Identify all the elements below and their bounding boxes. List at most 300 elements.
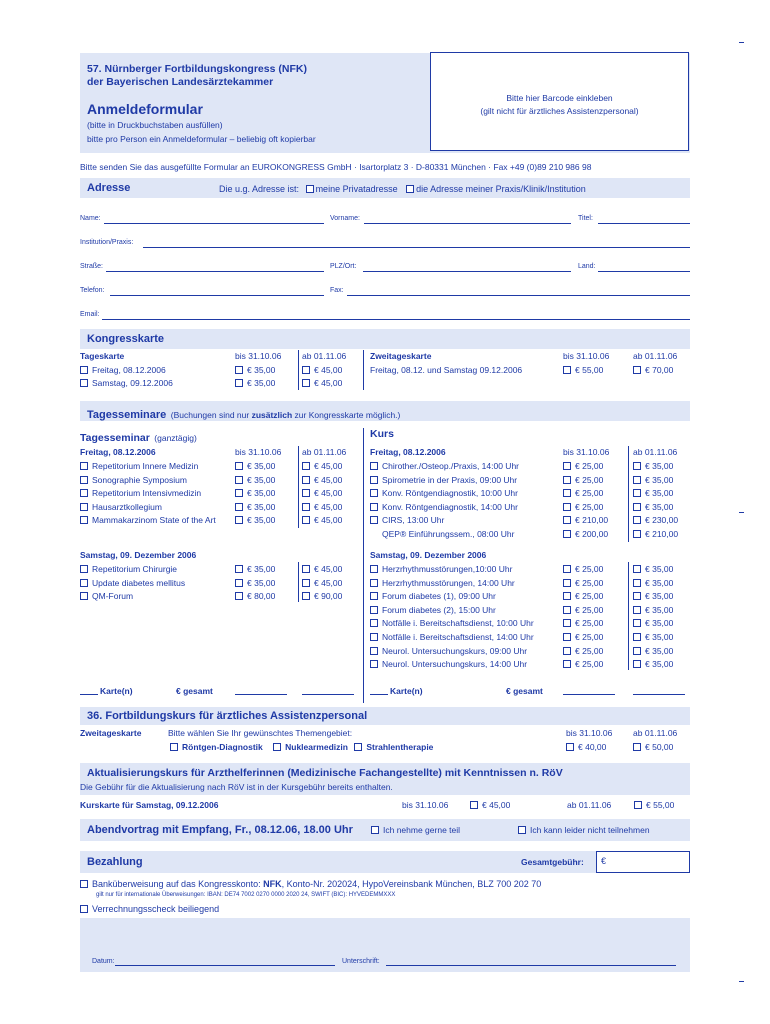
list-item (370, 578, 515, 588)
gesamtgebuehr-label: Gesamtgebühr: (521, 857, 584, 867)
zweitageskarte-bis-header: bis 31.10.06 (563, 351, 610, 361)
margin-tick (739, 512, 744, 513)
price-value: € 45,00 (314, 564, 343, 574)
kurs-gesamt-late-field[interactable] (633, 694, 685, 695)
kurs-gesamt-label: € gesamt (506, 686, 543, 696)
barcode-note: (gilt nicht für ärztliches Assistenzpersonal) (480, 106, 639, 116)
price-value: € 25,00 (575, 604, 604, 615)
kongresskarte-title: Kongresskarte (87, 333, 165, 345)
price-value: € 35,00 (645, 591, 674, 602)
item-label: Herzrhythmusstörungen,10:00 Uhr (382, 564, 513, 574)
list-item (80, 515, 216, 525)
aktual-early (470, 800, 510, 810)
name-field[interactable] (104, 223, 324, 224)
list-item (370, 646, 527, 656)
item-price (302, 515, 342, 525)
tageskarte-ab-header: ab 01.11.06 (302, 351, 347, 361)
item-checkbox[interactable] (370, 592, 378, 600)
price-checkbox[interactable] (302, 503, 310, 511)
price-checkbox[interactable] (633, 503, 641, 511)
item-price (235, 502, 275, 512)
congress-title: 57. Nürnberger Fortbildungskongress (NFK) (87, 63, 307, 75)
item-checkbox[interactable] (370, 489, 378, 497)
price-value: € 45,00 (314, 488, 343, 499)
price-value: € 40,00 (578, 742, 607, 752)
zweitageskarte-heading: Zweitageskarte (370, 351, 432, 361)
price-checkbox[interactable] (302, 592, 310, 600)
item-checkbox[interactable] (370, 462, 378, 470)
item-checkbox[interactable] (80, 516, 88, 524)
plz-label: PLZ/Ort: (330, 263, 357, 270)
price-value: € 55,00 (646, 800, 675, 810)
list-item (80, 502, 162, 512)
bank-transfer-option (80, 879, 541, 889)
price-checkbox[interactable] (302, 489, 310, 497)
price-checkbox[interactable] (235, 516, 243, 524)
aktual-title: Aktualisierungskurs für Arzthelferinnen (Medizinische Fachangestellte) mit Kenntnissen n. RöV (87, 767, 563, 779)
practice-address-label: die Adresse meiner Praxis/Klinik/Institution (416, 184, 586, 194)
price-value: € 35,00 (645, 645, 674, 656)
send-to-instruction: Bitte senden Sie das ausgefüllte Formular an EUROKONGRESS GmbH · Isartorplatz 3 · D-80331 München · Fax +49 (0)89 210 986 98 (80, 162, 592, 172)
price-checkbox[interactable] (633, 489, 641, 497)
price-value: € 25,00 (575, 618, 604, 629)
item-price (563, 632, 603, 642)
list-item (80, 475, 187, 485)
price-checkbox[interactable] (235, 565, 243, 573)
assist-late (633, 742, 673, 752)
item-label: QEP® Einführungssem., 08:00 Uhr (382, 529, 515, 539)
list-item (370, 659, 527, 669)
price-value: € 25,00 (575, 659, 604, 670)
kurs-column-divider (628, 446, 629, 542)
item-label: CIRS, 13:00 Uhr (382, 515, 445, 526)
price-value: € 55,00 (575, 365, 604, 375)
price-checkbox[interactable] (563, 516, 571, 524)
gesamtgebuehr-field[interactable] (596, 851, 690, 873)
item-price (235, 461, 275, 471)
item-checkbox[interactable] (80, 592, 88, 600)
price-value: € 25,00 (575, 591, 604, 602)
item-checkbox[interactable] (80, 579, 88, 587)
form-note-2: bitte pro Person ein Anmeldeformular – beliebig oft kopierbar (87, 134, 316, 144)
datum-label: Datum: (92, 958, 115, 965)
item-price (633, 618, 673, 628)
price-value: € 35,00 (645, 488, 674, 499)
abend-yes (371, 825, 460, 835)
assist-early (566, 742, 606, 752)
private-address-checkbox[interactable] (306, 185, 314, 193)
item-price (235, 475, 275, 485)
item-price (563, 515, 608, 525)
price-value: € 25,00 (575, 564, 604, 574)
price-checkbox[interactable] (563, 579, 571, 587)
seminar-title: Tagesseminar (80, 432, 150, 444)
item-checkbox[interactable] (370, 516, 378, 524)
item-label: QM-Forum (92, 591, 134, 602)
list-item (370, 502, 518, 512)
price-value: € 90,00 (314, 591, 343, 602)
kurs-sat-heading: Samstag, 09. Dezember 2006 (370, 550, 487, 560)
price-checkbox[interactable] (633, 462, 641, 470)
price-value: € 35,00 (645, 618, 674, 629)
strahlen-checkbox[interactable] (354, 743, 362, 751)
tageskarte-sat-row (80, 378, 173, 388)
nuklear-checkbox[interactable] (273, 743, 281, 751)
item-checkbox[interactable] (370, 579, 378, 587)
price-value: € 35,00 (645, 501, 674, 512)
item-price (302, 564, 342, 574)
price-checkbox[interactable] (235, 476, 243, 484)
section-divider (363, 428, 364, 703)
list-item (80, 591, 133, 601)
list-item (370, 488, 518, 498)
price-checkbox[interactable] (563, 366, 571, 374)
tageskarte-bis-header: bis 31.10.06 (235, 351, 282, 361)
item-price (302, 591, 342, 601)
price-value: € 80,00 (247, 591, 276, 602)
iban-note: gilt nur für internationale Überweisungen: IBAN: DE74 7002 0270 0000 2020 24, SWIFT (BIC): HYVEDEMMXXX (96, 892, 396, 898)
fax-label: Fax: (330, 287, 344, 294)
seminar-ab-header: ab 01.11.06 (302, 447, 347, 457)
item-price (633, 564, 673, 574)
item-label: Konv. Röntgendiagnostik, 10:00 Uhr (382, 488, 518, 499)
item-price (563, 659, 603, 669)
price-checkbox[interactable] (563, 476, 571, 484)
item-price (235, 564, 275, 574)
price-checkbox[interactable] (566, 743, 574, 751)
price-checkbox[interactable] (235, 579, 243, 587)
price-value: € 45,00 (314, 577, 343, 588)
list-item (80, 578, 185, 588)
price-checkbox[interactable] (633, 530, 641, 538)
price-checkbox[interactable] (633, 579, 641, 587)
price-checkbox[interactable] (302, 476, 310, 484)
assist-zweitageskarte: Zweitageskarte (80, 728, 142, 738)
list-item (370, 618, 534, 628)
item-price (633, 488, 673, 498)
price-value: € 45,00 (314, 501, 343, 512)
item-checkbox[interactable] (80, 565, 88, 573)
list-item (370, 515, 444, 525)
tageskarte-sat-late (302, 378, 342, 388)
assist-prompt: Bitte wählen Sie Ihr gewünschtes Themengebiet: (168, 728, 353, 738)
tageskarte-fri-checkbox[interactable] (80, 366, 88, 374)
item-price (563, 646, 603, 656)
price-checkbox[interactable] (302, 366, 310, 374)
item-label: Forum diabetes (1), 09:00 Uhr (382, 591, 496, 602)
price-value: € 45,00 (314, 365, 343, 375)
practice-address-checkbox[interactable] (406, 185, 414, 193)
price-checkbox[interactable] (302, 462, 310, 470)
item-price (633, 502, 673, 512)
item-checkbox[interactable] (80, 489, 88, 497)
item-price (302, 488, 342, 498)
aktual-bis: bis 31.10.06 (402, 800, 449, 810)
price-checkbox[interactable] (634, 801, 642, 809)
tageskarte-fri-early (235, 365, 275, 375)
price-value: € 35,00 (645, 659, 674, 670)
kurs-karten-label: Karte(n) (390, 686, 423, 696)
item-price (633, 605, 673, 615)
kurs-fri-heading: Freitag, 08.12.2006 (370, 447, 446, 457)
land-label: Land: (578, 263, 596, 270)
name-label: Name: (80, 215, 101, 222)
item-price (633, 591, 673, 601)
barcode-label: Bitte hier Barcode einkleben (506, 93, 613, 103)
item-checkbox[interactable] (370, 619, 378, 627)
price-checkbox[interactable] (633, 366, 641, 374)
land-field[interactable] (598, 271, 690, 272)
aktual-late (634, 800, 674, 810)
item-price (302, 475, 342, 485)
kurs-column-divider (628, 562, 629, 670)
item-price (235, 591, 275, 601)
strahlen-label: Strahlentherapie (366, 742, 434, 752)
nuklear-label: Nuklearmedizin (285, 742, 348, 752)
strasse-field[interactable] (106, 271, 324, 272)
item-price (633, 515, 678, 525)
list-item (370, 461, 519, 471)
titel-field[interactable] (598, 223, 690, 224)
price-value: € 45,00 (314, 474, 343, 485)
kongresskarte-band (80, 329, 690, 349)
price-value: € 25,00 (575, 501, 604, 512)
telefon-label: Telefon: (80, 287, 105, 294)
item-checkbox[interactable] (370, 503, 378, 511)
item-checkbox[interactable] (370, 606, 378, 614)
price-checkbox[interactable] (563, 592, 571, 600)
price-checkbox[interactable] (235, 366, 243, 374)
email-label: Email: (80, 311, 100, 318)
item-label: Forum diabetes (2), 15:00 Uhr (382, 604, 496, 615)
abend-no (518, 825, 650, 835)
price-value: € 210,00 (575, 515, 609, 526)
seminar-subtitle: (ganztägig) (154, 433, 197, 443)
zweitageskarte-label: Freitag, 08.12. und Samstag 09.12.2006 (370, 365, 523, 375)
unterschrift-label: Unterschrift: (342, 958, 380, 965)
item-price (633, 646, 673, 656)
email-field[interactable] (102, 319, 690, 320)
price-value: € 35,00 (247, 515, 276, 526)
vorname-field[interactable] (364, 223, 571, 224)
price-checkbox[interactable] (235, 592, 243, 600)
seminar-karten-field[interactable] (80, 694, 98, 695)
tagesseminare-note-bold: zusätzlich (251, 410, 293, 420)
barcode-box (430, 52, 689, 151)
tageskarte-heading: Tageskarte (80, 351, 125, 361)
list-item (370, 605, 496, 615)
price-checkbox[interactable] (633, 565, 641, 573)
price-checkbox[interactable] (235, 379, 243, 387)
fax-field[interactable] (347, 295, 690, 296)
roentgen-label: Röntgen-Diagnostik (182, 742, 263, 752)
aktual-subtitle: Die Gebühr für die Aktualisierung nach RöV ist in der Kursgebühr bereits enthalten. (80, 782, 393, 792)
price-value: € 25,00 (575, 645, 604, 656)
price-checkbox[interactable] (235, 462, 243, 470)
list-item (80, 461, 198, 471)
price-checkbox[interactable] (633, 647, 641, 655)
telefon-field[interactable] (110, 295, 324, 296)
price-value: € 35,00 (645, 461, 674, 471)
tageskarte-sat-checkbox[interactable] (80, 379, 88, 387)
price-value: € 50,00 (645, 742, 674, 752)
tageskarte-sat-early (235, 378, 275, 388)
plz-field[interactable] (363, 271, 571, 272)
item-price (563, 475, 603, 485)
item-price (563, 564, 603, 574)
price-value: € 25,00 (575, 461, 604, 471)
abend-yes-label: Ich nehme gerne teil (383, 825, 461, 835)
seminar-sat-heading: Samstag, 09. Dezember 2006 (80, 550, 197, 560)
price-checkbox[interactable] (302, 379, 310, 387)
list-item (370, 632, 534, 642)
bank-transfer-checkbox[interactable] (80, 880, 88, 888)
price-checkbox[interactable] (633, 476, 641, 484)
seminar-gesamt-late-field[interactable] (302, 694, 354, 695)
price-value: € 35,00 (247, 488, 276, 499)
price-value: € 35,00 (645, 577, 674, 588)
item-checkbox[interactable] (370, 647, 378, 655)
item-label: Repetitorium Innere Medizin (92, 461, 199, 471)
margin-tick (739, 981, 744, 982)
strasse-label: Straße: (80, 263, 103, 270)
price-value: € 210,00 (645, 529, 679, 539)
price-checkbox[interactable] (633, 743, 641, 751)
signature-band (80, 918, 690, 972)
item-label: Update diabetes mellitus (92, 577, 186, 588)
item-price (563, 461, 603, 471)
item-price (633, 578, 673, 588)
price-checkbox[interactable] (302, 565, 310, 573)
price-checkbox[interactable] (563, 619, 571, 627)
item-checkbox[interactable] (80, 462, 88, 470)
private-address-label: meine Privatadresse (315, 184, 398, 194)
margin-tick (739, 42, 744, 43)
list-item (370, 475, 517, 485)
price-checkbox[interactable] (563, 633, 571, 641)
item-label: Repetitorium Chirurgie (92, 564, 178, 574)
price-checkbox[interactable] (633, 592, 641, 600)
price-checkbox[interactable] (633, 619, 641, 627)
price-checkbox[interactable] (633, 660, 641, 668)
item-checkbox[interactable] (370, 660, 378, 668)
item-price (633, 659, 673, 669)
price-value: € 200,00 (575, 529, 609, 539)
item-price (633, 529, 678, 539)
kurs-ab-header: ab 01.11.06 (633, 447, 678, 457)
scheck-option (80, 904, 219, 914)
scheck-checkbox[interactable] (80, 905, 88, 913)
institution-field[interactable] (143, 247, 690, 248)
unterschrift-field[interactable] (386, 965, 676, 966)
abend-no-label: Ich kann leider nicht teilnehmen (530, 825, 650, 835)
item-label: Notfälle i. Bereitschaftsdienst, 10:00 Uhr (382, 618, 534, 629)
item-checkbox[interactable] (80, 476, 88, 484)
tageskarte-fri-late (302, 365, 342, 375)
kurs-title: Kurs (370, 428, 394, 440)
price-checkbox[interactable] (563, 647, 571, 655)
roentgen-checkbox[interactable] (170, 743, 178, 751)
item-price (633, 475, 673, 485)
item-checkbox[interactable] (370, 476, 378, 484)
abend-no-checkbox[interactable] (518, 826, 526, 834)
price-checkbox[interactable] (563, 462, 571, 470)
zweitageskarte-ab-header: ab 01.11.06 (633, 351, 678, 361)
price-checkbox[interactable] (633, 606, 641, 614)
price-value: € 35,00 (247, 378, 276, 388)
item-price (235, 488, 275, 498)
price-checkbox[interactable] (563, 606, 571, 614)
price-checkbox[interactable] (563, 489, 571, 497)
institution-label: Institution/Praxis: (80, 239, 134, 246)
price-checkbox[interactable] (235, 503, 243, 511)
tageskarte-fri-row (80, 365, 166, 375)
item-label: Neurol. Untersuchungskurs, 14:00 Uhr (382, 659, 528, 670)
form-note-1: (bitte in Druckbuchstaben ausfüllen) (87, 120, 223, 130)
price-value: € 35,00 (247, 577, 276, 588)
price-checkbox[interactable] (563, 565, 571, 573)
item-label: Hausarztkollegium (92, 501, 162, 512)
abend-yes-checkbox[interactable] (371, 826, 379, 834)
list-item (370, 591, 496, 601)
price-value: € 25,00 (575, 488, 604, 499)
zweitageskarte-early (563, 365, 603, 375)
item-checkbox[interactable] (370, 633, 378, 641)
price-checkbox[interactable] (563, 660, 571, 668)
price-value: € 35,00 (247, 564, 276, 574)
price-checkbox[interactable] (633, 633, 641, 641)
price-value: € 35,00 (645, 474, 674, 485)
price-value: € 45,00 (314, 461, 343, 471)
column-divider (298, 350, 299, 390)
euro-sign: € (601, 856, 607, 866)
price-checkbox[interactable] (470, 801, 478, 809)
address-type-label: Die u.g. Adresse ist: (219, 184, 300, 194)
titel-label: Titel: (578, 215, 593, 222)
abend-title: Abendvortrag mit Empfang, Fr., 08.12.06, 18.00 Uhr (87, 824, 353, 836)
item-label: Konv. Röntgendiagnostik, 14:00 Uhr (382, 501, 518, 512)
item-label: Neurol. Untersuchungskurs, 09:00 Uhr (382, 645, 528, 656)
price-checkbox[interactable] (633, 516, 641, 524)
list-item (80, 488, 201, 498)
price-checkbox[interactable] (563, 503, 571, 511)
item-price (563, 591, 603, 601)
item-label: Chirother./Osteop./Praxis, 14:00 Uhr (382, 461, 520, 471)
item-label: Notfälle i. Bereitschaftsdienst, 14:00 Uhr (382, 632, 534, 642)
item-price (563, 605, 603, 615)
price-value: € 35,00 (247, 461, 276, 471)
seminar-gesamt-early-field[interactable] (235, 694, 287, 695)
price-checkbox[interactable] (235, 489, 243, 497)
price-checkbox[interactable] (563, 530, 571, 538)
bank-account-name: NFK (263, 879, 282, 889)
price-value: € 25,00 (575, 632, 604, 642)
item-price (633, 632, 673, 642)
scheck-label: Verrechnungsscheck beiliegend (92, 904, 220, 914)
price-checkbox[interactable] (302, 579, 310, 587)
assist-bis-header: bis 31.10.06 (566, 728, 613, 738)
item-price (302, 578, 342, 588)
price-checkbox[interactable] (302, 516, 310, 524)
item-checkbox[interactable] (80, 503, 88, 511)
kurs-gesamt-early-field[interactable] (563, 694, 615, 695)
datum-field[interactable] (115, 965, 335, 966)
tagesseminare-heading (87, 405, 400, 423)
item-price (563, 488, 603, 498)
kurs-karten-field[interactable] (370, 694, 388, 695)
item-price (563, 529, 608, 539)
item-checkbox[interactable] (370, 565, 378, 573)
